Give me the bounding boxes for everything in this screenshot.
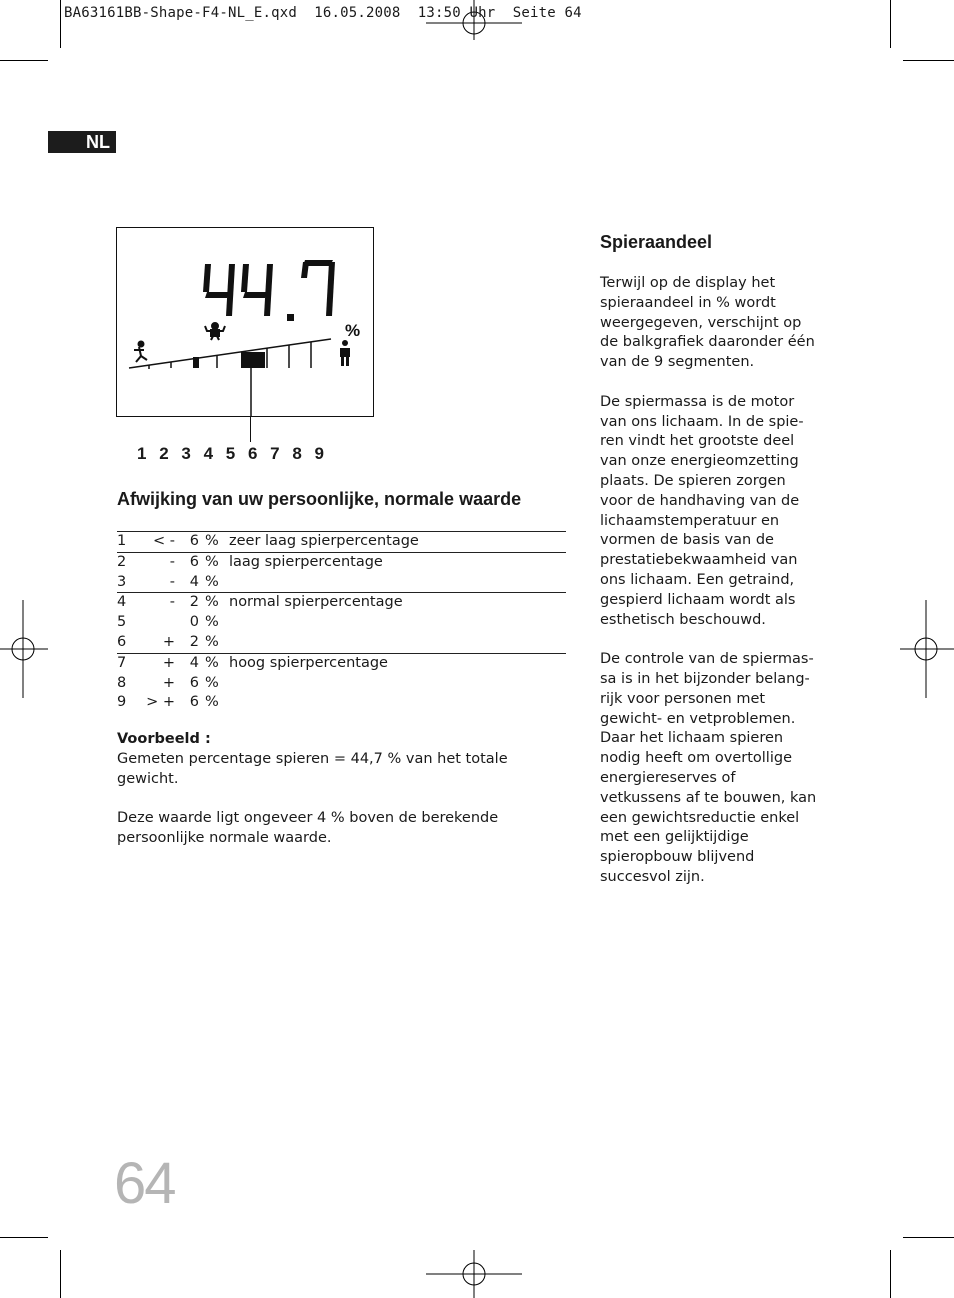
table-cell-n: 1: [117, 532, 141, 553]
table-row: [117, 593, 566, 613]
muscle-man-icon: [205, 323, 225, 340]
table-cell-sign: -: [169, 573, 175, 590]
muscle-paragraph: Terwijl op de display het spieraandeel in % wordt weergegeven, verschijnt op de balkgrafiek daaronder één van de 9 segmenten.: [600, 275, 815, 371]
deviation-heading: Afwijking van uw persoonlijke, normale waarde: [117, 489, 522, 509]
segment-pointer-extension: [250, 416, 251, 442]
crop-mark: [0, 60, 48, 61]
table-cell-n: 7: [117, 653, 141, 673]
language-tab: NL: [48, 131, 116, 153]
table-cell-val: 6: [183, 552, 205, 572]
example-line: Gemeten percentage spieren = 44,7 % van het totale gewicht.: [117, 750, 508, 787]
table-cell-val: 4: [183, 653, 205, 673]
bar-graph-baseline: [129, 339, 331, 368]
table-cell-sign: +: [141, 653, 183, 673]
registration-mark-icon: [900, 600, 954, 698]
table-cell-val: 4: [189, 573, 199, 590]
table-cell-desc: hoog spierpercentage: [223, 653, 566, 673]
registration-mark-icon: [426, 1250, 524, 1298]
table-cell-n: 6: [117, 633, 127, 650]
table-cell-sign: [141, 613, 183, 633]
crop-mark: [903, 60, 954, 61]
table-row: [117, 674, 566, 694]
table-cell-sign: +: [162, 674, 175, 691]
segment-number: 1: [137, 444, 147, 463]
table-row: [117, 613, 566, 633]
crop-mark: [0, 1237, 48, 1238]
example-label: Voorbeeld :: [117, 731, 211, 747]
table-row: [117, 633, 566, 653]
table-row: [117, 573, 566, 593]
table-cell-n: 4: [117, 593, 141, 613]
table-cell-sign: > +: [146, 694, 175, 711]
table-cell-desc: [223, 573, 566, 593]
table-cell-sign: +: [162, 633, 175, 650]
bar-segment-4: [193, 357, 199, 368]
crop-mark: [890, 0, 891, 48]
table-cell-val: 6: [189, 694, 199, 711]
table-cell-n: 5: [117, 614, 127, 631]
segment-number: 8: [292, 444, 302, 463]
table-cell-desc: laag spierpercentage: [223, 552, 566, 572]
table-cell-val: 2: [183, 593, 205, 613]
lcd-reading: [203, 260, 335, 321]
muscle-paragraph: De spiermassa is de motor van ons lichaam. In de spie-ren vindt het grootste deel van onze energieomzetting plaats. De spieren zorgen voor de handhaving van de lichaamstemperatuur en vormen de basis van de prestatiebekwaamheid van ons lichaam. Een getraind, gespierd lichaam wordt als esthetisch beschouwd.: [600, 393, 804, 628]
segment-number: 4: [203, 444, 214, 463]
table-cell-val: 2: [189, 633, 199, 650]
segment-number: 5: [225, 444, 236, 463]
scale-display: [116, 227, 374, 417]
table-cell-pct: %: [205, 674, 219, 691]
runner-icon: [134, 342, 147, 363]
crop-mark: [60, 0, 61, 48]
table-cell-sign: -: [141, 593, 183, 613]
table-cell-desc: [223, 613, 566, 633]
segment-number: 7: [270, 444, 280, 463]
muscle-heading: Spieraandeel: [600, 232, 713, 252]
table-cell-pct: %: [205, 573, 219, 590]
table-cell-pct: %: [205, 532, 223, 553]
table-cell-desc: normal spierpercentage: [223, 593, 566, 613]
muscle-paragraph: De controle van de spiermas-sa is in het bijzonder belang-rijk voor personen met gewicht- en vetproblemen. Daar het lichaam spieren nodig heeft om overtollige energiereserves of vetkussens af te bouwen, kan een gewichtsreductie enkel met een gelijktijdige spieropbouw blijvend succesvol zijn.: [600, 651, 817, 885]
table-cell-val: 6: [189, 674, 199, 691]
print-slug: BA63161BB-Shape-F4-NL_E.qxd 16.05.2008 13:50 Uhr Seite 64: [64, 5, 582, 21]
table-cell-desc: [223, 633, 566, 653]
table-row: [117, 653, 566, 673]
table-cell-pct: %: [205, 653, 223, 673]
table-cell-desc: [223, 693, 566, 713]
segment-number: 3: [181, 444, 191, 463]
lcd-unit: %: [345, 321, 361, 340]
table-cell-pct: %: [205, 633, 219, 650]
page-number: 64: [114, 1151, 175, 1216]
example-block: [117, 730, 569, 849]
table-cell-desc: zeer laag spierpercentage: [223, 532, 566, 553]
registration-mark-icon: [0, 600, 48, 698]
table-row: [117, 532, 566, 553]
table-cell-val: 0: [189, 614, 199, 631]
table-cell-pct: %: [205, 552, 223, 572]
segment-number: 2: [159, 444, 169, 463]
table-cell-n: 3: [117, 573, 127, 590]
crop-mark: [60, 1250, 61, 1298]
table-cell-sign: -: [141, 552, 183, 572]
table-cell-n: 2: [117, 552, 141, 572]
table-row: [117, 552, 566, 572]
table-cell-desc: [223, 674, 566, 694]
table-cell-pct: %: [205, 694, 219, 711]
segment-number: 6: [247, 444, 258, 463]
muscle-body: [600, 274, 820, 908]
lcd-svg: [117, 228, 373, 416]
table-cell-n: 8: [117, 674, 127, 691]
person-icon: [340, 340, 350, 366]
table-row: [117, 693, 566, 713]
bar-segment-6-active: [241, 352, 265, 368]
deviation-table: [117, 531, 566, 713]
table-cell-pct: %: [205, 593, 223, 613]
table-cell-pct: %: [205, 614, 219, 631]
crop-mark: [903, 1237, 954, 1238]
table-cell-sign: < -: [141, 532, 183, 553]
crop-mark: [890, 1250, 891, 1298]
table-cell-n: 9: [117, 694, 127, 711]
segment-numbers: [137, 444, 337, 464]
example-note: Deze waarde ligt ongeveer 4 % boven de berekende persoonlijke normale waarde.: [117, 810, 499, 846]
segment-number: 9: [314, 444, 324, 463]
table-cell-val: 6: [183, 532, 205, 553]
